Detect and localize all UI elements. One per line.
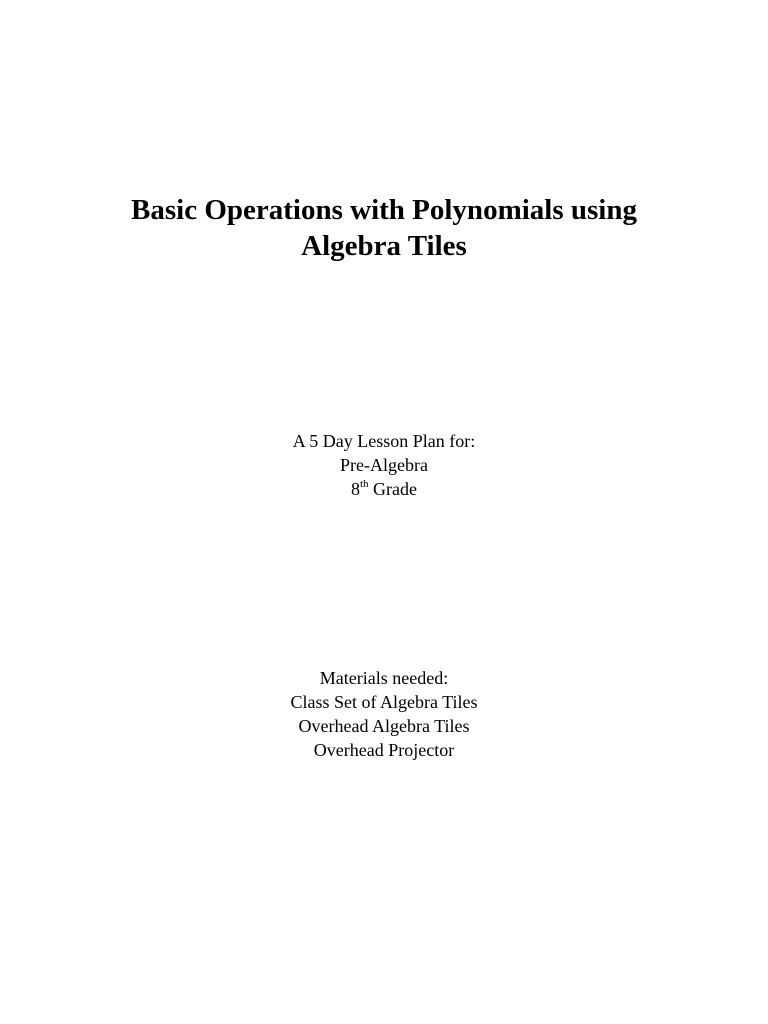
title-line-2: Algebra Tiles	[301, 230, 467, 262]
plan-grade	[0, 477, 768, 501]
plan-subject: Pre-Algebra	[340, 455, 428, 475]
grade-number: 8	[350, 479, 360, 499]
materials-item: Overhead Algebra Tiles	[298, 716, 470, 736]
materials-heading: Materials needed:	[319, 668, 449, 688]
grade-suffix: th	[359, 478, 369, 490]
materials-item: Overhead Projector	[313, 740, 455, 760]
materials-section	[0, 666, 768, 762]
materials-item: Class Set of Algebra Tiles	[290, 692, 478, 712]
lesson-plan-info	[0, 429, 768, 501]
document-title	[0, 192, 768, 264]
plan-intro: A 5 Day Lesson Plan for:	[292, 431, 476, 451]
grade-word: Grade	[368, 479, 418, 499]
title-line-1: Basic Operations with Polynomials using	[131, 194, 637, 226]
